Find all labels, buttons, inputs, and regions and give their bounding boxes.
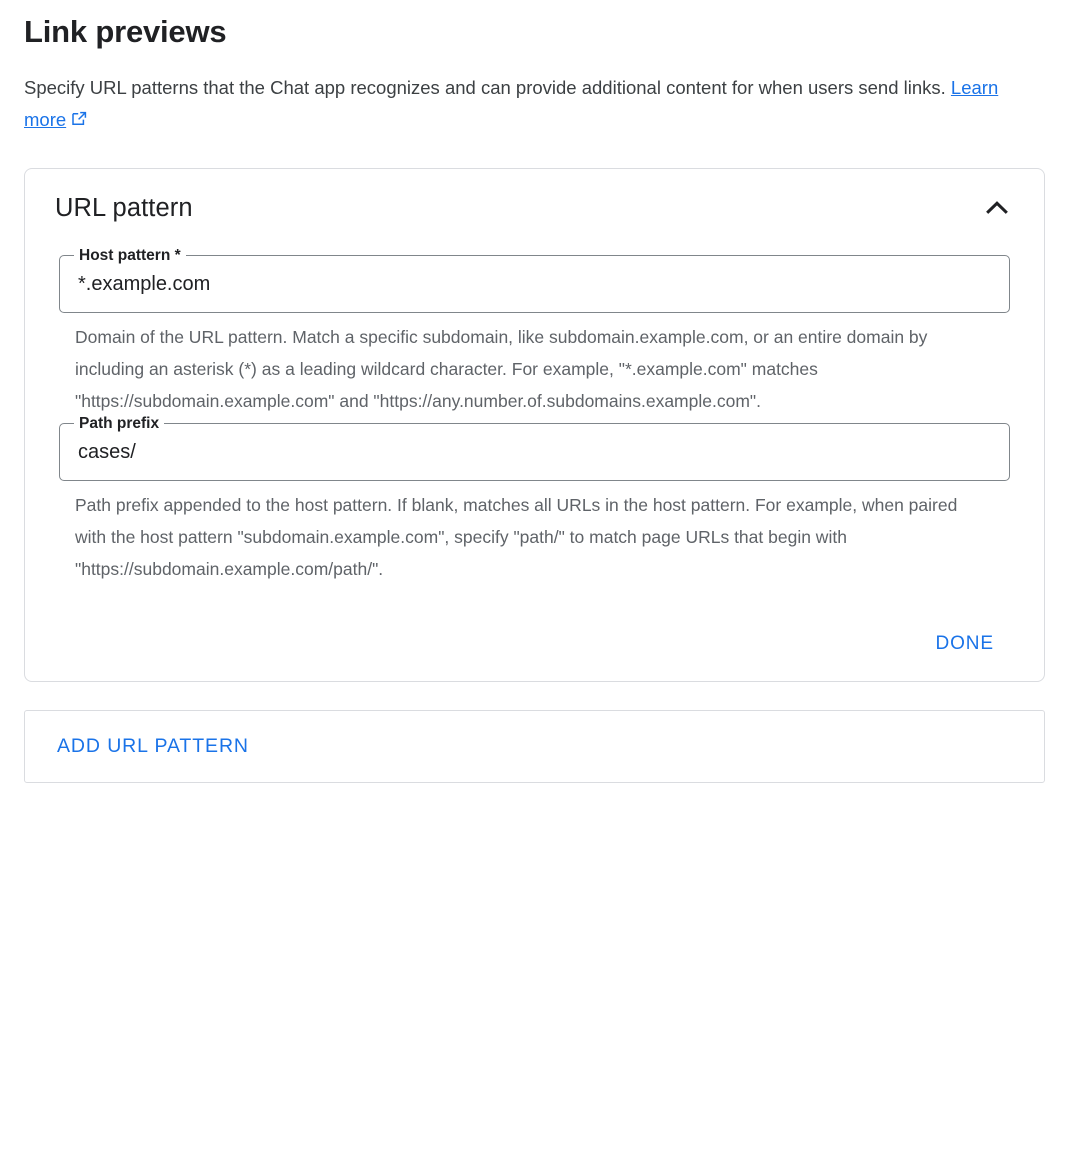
external-link-icon: [70, 106, 88, 138]
page-title: Link previews: [24, 14, 227, 49]
path-prefix-field[interactable]: [59, 415, 1010, 481]
path-prefix-help-text: Path prefix appended to the host pattern. If blank, matches all URLs in the host pattern. For example, when paired with the host pattern "subdomain.example.com", specify "path/" to match page URLs that begin with "https://subdomain.example.com/path/".: [75, 495, 958, 579]
page-description-text: Specify URL patterns that the Chat app recognizes and can provide additional content for when users send links.: [24, 77, 946, 98]
host-pattern-field[interactable]: [59, 247, 1010, 313]
host-pattern-label: Host pattern *: [74, 246, 186, 266]
learn-more-link[interactable]: Learn more: [24, 77, 999, 130]
host-pattern-input[interactable]: [78, 271, 991, 297]
path-prefix-label: Path prefix: [74, 414, 164, 434]
done-button[interactable]: DONE: [924, 625, 1007, 663]
add-url-pattern-button[interactable]: ADD URL PATTERN: [57, 735, 249, 757]
host-pattern-field-group: [55, 247, 1014, 417]
add-url-pattern-card[interactable]: [24, 710, 1045, 783]
chevron-up-icon[interactable]: [980, 191, 1014, 225]
card-title: URL pattern: [55, 193, 193, 222]
card-actions: [55, 625, 1014, 663]
page-description: [24, 72, 1034, 138]
url-pattern-card-header: [55, 191, 1014, 225]
path-prefix-field-group: [55, 415, 1014, 585]
path-prefix-input[interactable]: [78, 439, 991, 465]
host-pattern-help-text: Domain of the URL pattern. Match a specific subdomain, like subdomain.example.com, or an entire domain by including an asterisk (*) as a leading wildcard character. For example, "*.example.com" matches "https://subdomain.example.com" and "https://any.number.of.subdomains.example.com".: [75, 327, 928, 411]
url-pattern-card: [24, 168, 1045, 682]
